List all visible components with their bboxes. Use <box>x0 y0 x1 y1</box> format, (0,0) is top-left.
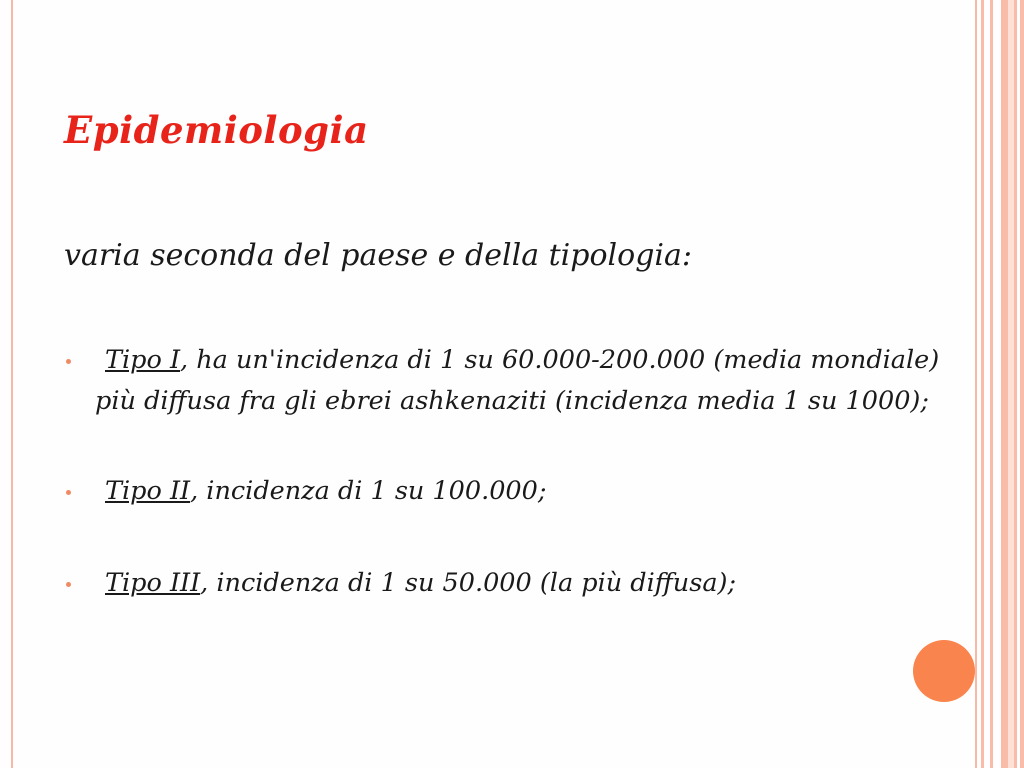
decorative-stripe <box>990 0 993 768</box>
bullet-dot-icon <box>66 490 71 495</box>
decorative-stripe <box>1001 0 1008 768</box>
slide-title: Epidemiologia <box>64 108 369 152</box>
bullet-term: Tipo II <box>105 476 191 506</box>
bullet-text: , incidenza di 1 su 50.000 (la più diffusa); <box>200 568 737 598</box>
bullet-item-tipo-2 <box>64 471 964 512</box>
bullet-dot-icon <box>66 582 71 587</box>
decorative-stripe <box>1014 0 1017 768</box>
bullet-list <box>64 340 964 604</box>
decorative-stripe <box>1020 0 1024 768</box>
bullet-text: , incidenza di 1 su 100.000; <box>190 476 547 506</box>
bullet-term: Tipo III <box>105 568 201 598</box>
bullet-text: , ha un'incidenza di 1 su 60.000-200.000 (media mondiale) più diffusa fra gli ebrei ashkenaziti (incidenza media 1 su 1000); <box>95 345 940 416</box>
slide-subtitle: varia seconda del paese e della tipologia: <box>64 238 692 273</box>
bullet-item-tipo-1 <box>64 340 964 422</box>
bullet-term: Tipo I <box>105 345 181 375</box>
bullet-dot-icon <box>66 359 71 364</box>
decorative-circle-icon <box>913 640 975 702</box>
bullet-item-tipo-3 <box>64 563 964 604</box>
decorative-stripe <box>981 0 984 768</box>
